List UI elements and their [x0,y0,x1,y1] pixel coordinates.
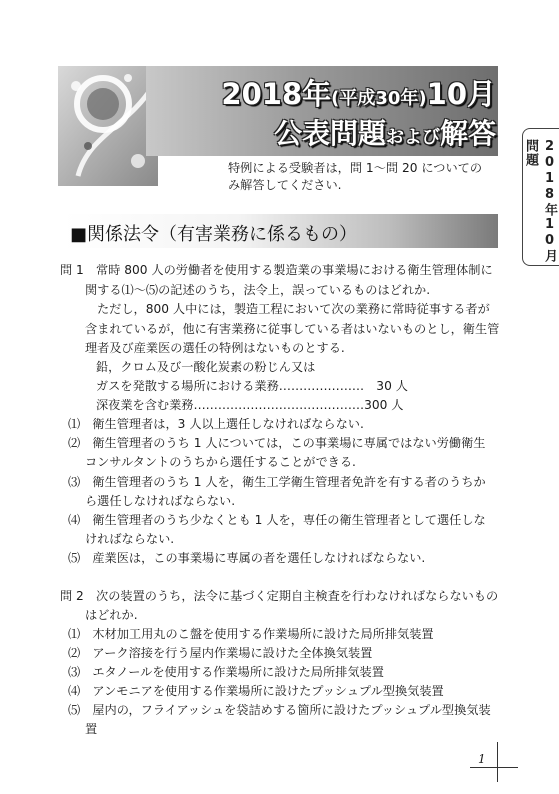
page-title-main [200,112,496,152]
page-number: 1 [478,752,486,766]
question-option: ⑸ 屋内の，フライアッシュを袋詰めする箇所に設けたプッシュプル型換気装 [68,703,491,717]
intro-line: 特例による受験者は，問 1～問 20 についての [228,161,483,175]
question-line: 鉛，クロム及び一酸化炭素の粉じん又は [96,360,316,374]
question-option: ⑴ 木材加工用丸のこ盤を使用する作業場所に設けた局所排気装置 [68,627,434,641]
question-option: ⑷ 衛生管理者のうち少なくとも 1 人を，専任の衛生管理者として選任しな [68,513,486,527]
title-year: 2018年 [221,77,332,111]
footer-rule [470,767,518,768]
intro-line: み解答してください. [228,178,342,192]
question-line: 理者及び産業医の選任の特例はないものとする. [85,341,345,355]
question-line: 問 1 常時 800 人の労働者を使用する製造業の事業場における衛生管理体制に [60,263,493,277]
question-line: 深夜業を含む業務……………………………………300 人 [96,398,404,412]
footer-rule [497,742,498,782]
title-month: 10月 [426,77,496,111]
question-line: 問 2 次の装置のうち，法令に基づく定期自主検査を行わなければならないもの [60,589,499,603]
question-option: ら選任しなければならない. [85,494,236,508]
question-line: 含まれているが，他に有害業務に従事している者はいないものとし，衛生管 [85,322,500,336]
question-option: コンサルタントのうちから選任することができる. [85,455,356,469]
question-line: ただし，800 人中には，製造工程において次の業務に常時従事する者が [97,302,490,316]
question-option: ⑶ 衛生管理者のうち 1 人を，衛生工学衛生管理者免許を有する者のうちか [68,475,486,489]
question-option: ければならない. [85,532,175,546]
question-option: 置 [85,722,98,736]
question-line: ガスを発散する場所における業務………………… 30 人 [96,379,408,393]
section-title: ■関係法令（有害業務に係るもの） [70,224,358,245]
question-option: ⑵ 衛生管理者のうち 1 人については，この事業場に専属ではない労働衛生 [68,436,486,450]
question-option: ⑸ 産業医は，この事業場に専属の者を選任しなければならない. [68,551,426,565]
page-title-year [140,72,496,113]
question-option: ⑴ 衛生管理者は，3 人以上選任しなければならない. [68,417,364,431]
question-line: 関する⑴～⑸の記述のうち，法令上，誤っているものはどれか. [85,283,431,297]
question-option: ⑶ エタノールを使用する作業場所に設けた局所排気装置 [68,665,384,679]
intro-note [228,160,498,194]
title-and: および [385,127,440,148]
question-line: はどれか. [85,608,138,622]
title-main: 公表問題 [273,117,386,150]
question-option: ⑵ アーク溶接を行う屋内作業場に設けた全体換気装置 [68,646,373,660]
side-tab [522,128,559,266]
side-tab-label: 2018年10月問題 [523,139,557,263]
title-answer: 解答 [439,117,496,150]
question-option: ⑷ アンモニアを使用する作業場所に設けたプッシュプル型換気装置 [68,684,444,698]
title-era: (平成30年) [331,88,427,109]
